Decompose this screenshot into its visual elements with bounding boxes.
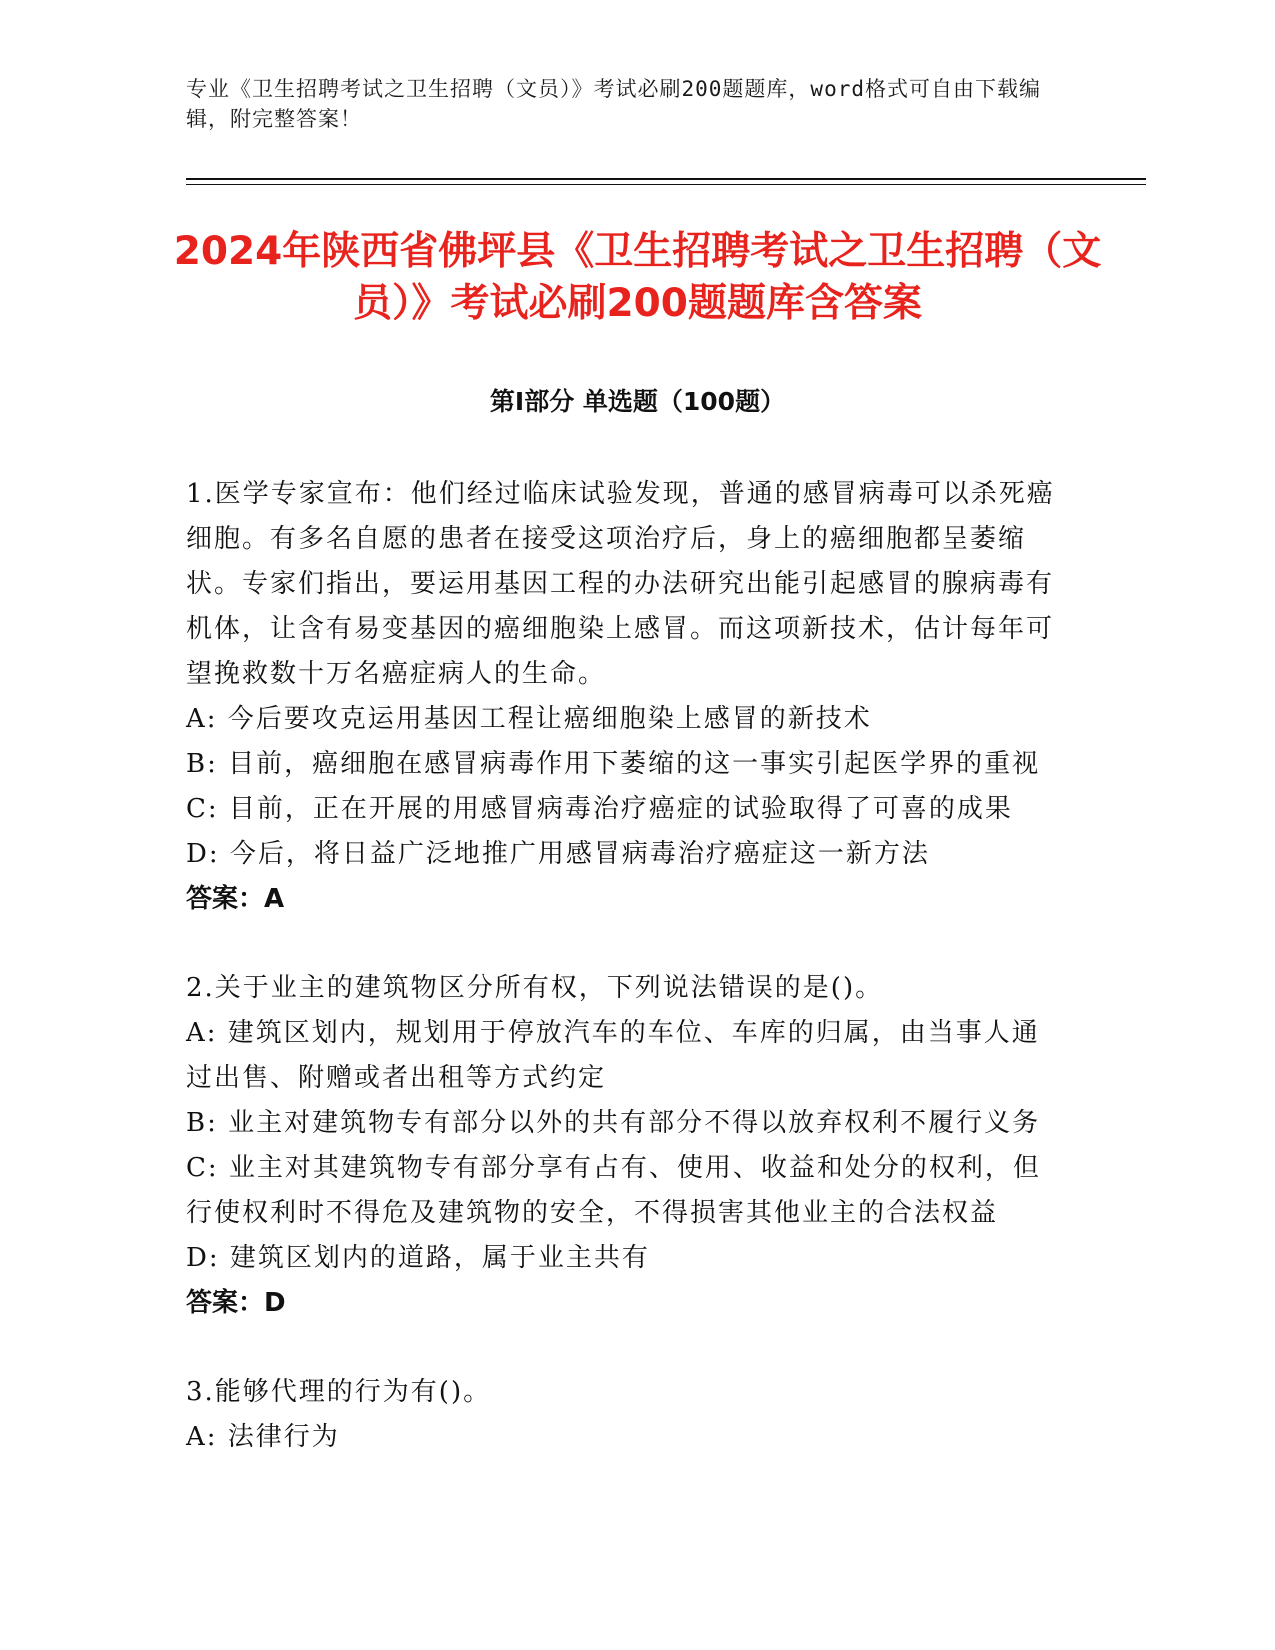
option-a: A: 法律行为 [186,1422,340,1452]
question-3 [186,1370,1066,1460]
option-d: D: 今后，将日益广泛地推广用感冒病毒治疗癌症这一新方法 [186,839,930,869]
header-note: 专业《卫生招聘考试之卫生招聘（文员）》考试必刷200题题库，word格式可自由下载编辑，附完整答案！ [186,77,1041,131]
option-d: D: 建筑区划内的道路，属于业主共有 [186,1243,650,1273]
question-list [186,472,1066,1504]
option-c: C: 业主对其建筑物专有部分享有占有、使用、收益和处分的权利，但行使权利时不得危及建筑物的安全，不得损害其他业主的合法权益 [186,1153,1041,1228]
section-title: 第I部分 单选题（100题） [489,387,786,416]
question-1 [186,472,1066,922]
question-stem: 1.医学专家宣布：他们经过临床试验发现，普通的感冒病毒可以杀死癌细胞。有多名自愿的患者在接受这项治疗后，身上的癌细胞都呈萎缩状。专家们指出，要运用基因工程的办法研究出能引起感冒的腺病毒有机体，让含有易变基因的癌细胞染上感冒。而这项新技术，估计每年可望挽救数十万名癌症病人的生命。 [186,479,1055,689]
question-stem: 2.关于业主的建筑物区分所有权，下列说法错误的是()。 [186,973,884,1003]
option-b: B: 业主对建筑物专有部分以外的共有部分不得以放弃权利不履行义务 [186,1108,1041,1138]
option-c: C: 目前，正在开展的用感冒病毒治疗癌症的试验取得了可喜的成果 [186,794,1013,824]
document-title: 2024年陕西省佛坪县《卫生招聘考试之卫生招聘（文员）》考试必刷200题题库含答案 [173,229,1102,326]
question-stem: 3.能够代理的行为有()。 [186,1377,492,1407]
question-2 [186,966,1066,1326]
answer: 答案：D [186,1288,286,1318]
answer: 答案：A [186,884,285,914]
option-a: A: 今后要攻克运用基因工程让癌细胞染上感冒的新技术 [186,704,872,734]
header-rule-thick [186,178,1146,180]
option-a: A: 建筑区划内，规划用于停放汽车的车位、车库的归属，由当事人通过出售、附赠或者出租等方式约定 [186,1018,1040,1093]
header-rule-thin [186,184,1146,185]
option-b: B: 目前，癌细胞在感冒病毒作用下萎缩的这一事实引起医学界的重视 [186,749,1041,779]
